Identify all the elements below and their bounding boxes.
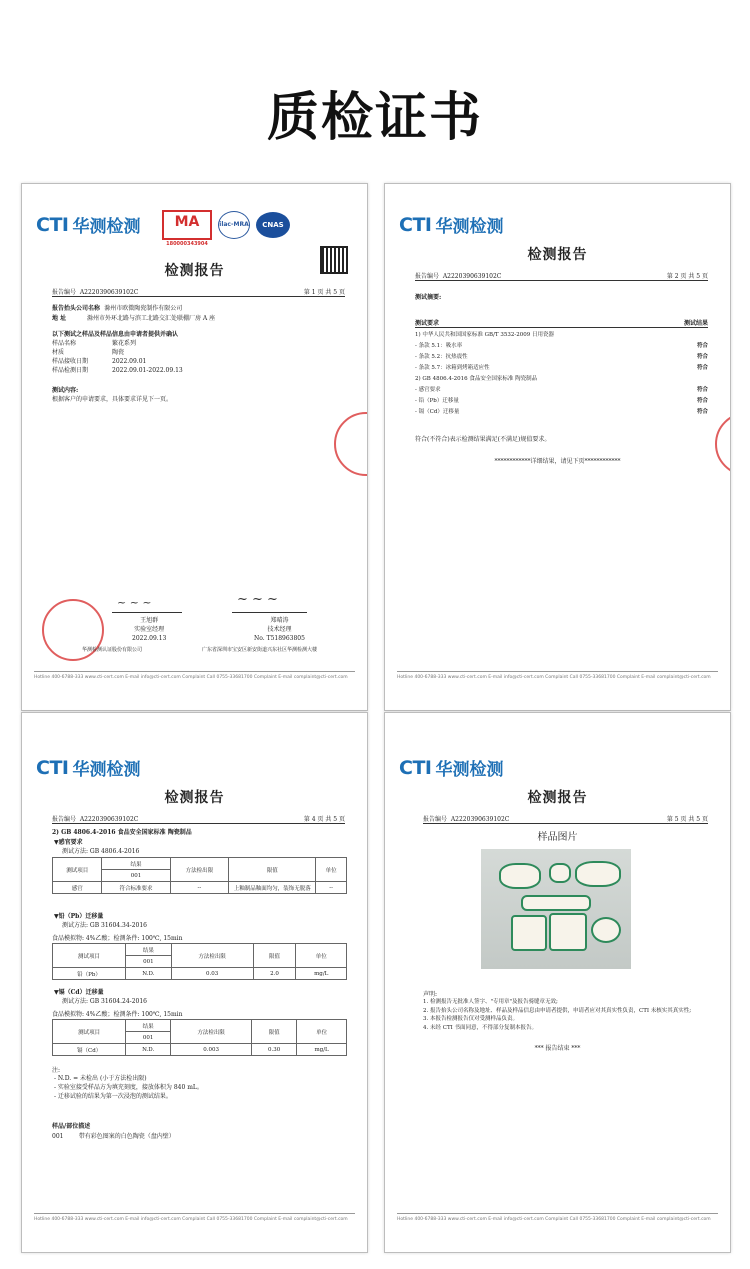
signer-2-title: 技术经理: [267, 626, 292, 633]
test-content-label: 测试内容:: [52, 387, 79, 394]
dish-icon: [591, 917, 621, 943]
report-page-5: [384, 712, 731, 1253]
table-cell: 符合标准要求: [102, 882, 170, 894]
table-header: 001: [102, 870, 170, 882]
table-header: 单位: [296, 944, 347, 968]
summary-req: 1) 中华人民共和国国家标准 GB/T 3532-2009 日用瓷器: [415, 332, 554, 338]
divider: [415, 327, 708, 328]
cti-logo: [36, 212, 140, 237]
sample-desc-label: 样品/部位描述: [52, 1123, 91, 1130]
cti-logo-cn: 华测检测: [72, 760, 141, 780]
method-text: 测试方法: GB 4806.4-2016: [62, 848, 140, 855]
method-text: 测试方法: GB 31604.34-2016: [62, 922, 147, 929]
cma-text: MA: [174, 214, 200, 230]
table-header: 限值: [253, 944, 296, 968]
cma-code: 180000343904: [166, 241, 208, 247]
table-cell: mg/L: [297, 1044, 347, 1056]
report-title: 检测报告: [527, 790, 588, 806]
cti-logo-cn: 华测检测: [435, 760, 504, 780]
sample-photo: [481, 849, 631, 969]
sample-desc-id: 001: [52, 1133, 64, 1140]
signature-2: ~ ~ ~: [237, 592, 278, 607]
report-page-2: [384, 183, 731, 711]
tray-icon: [521, 895, 591, 911]
field-label: 材质: [52, 349, 65, 356]
result-head: 测试结果: [683, 320, 708, 327]
test-content-text: 根据客户的申请要求，具体要求详见下一页。: [52, 396, 173, 403]
table-sensory: [52, 857, 347, 894]
cti-logo: [399, 212, 503, 237]
divider: [415, 280, 708, 281]
cti-logo-text: CTI: [399, 213, 432, 236]
section-cadmium: ▼镉（Cd）迁移量: [54, 989, 104, 996]
signer-1-name: 王旭群: [140, 617, 159, 624]
signer-1-title: 实验室经理: [134, 626, 165, 633]
method-text: 测试方法: GB 31604.24-2016: [62, 998, 147, 1005]
report-number-label: 报告编号: [52, 289, 77, 296]
summary-req: - 条款 5.2：抗热震性: [415, 354, 468, 360]
square-plate-icon: [549, 913, 587, 951]
field-value: 2022.09.01: [112, 358, 147, 365]
signature-line: [232, 612, 307, 613]
note-item: - 迁移试验的结果为第一次浸泡的测试结果。: [54, 1093, 172, 1100]
summary-row: [415, 363, 708, 374]
table-header: 测试项目: [53, 858, 102, 882]
summary-row: [415, 396, 708, 407]
table-lead: [52, 943, 347, 980]
cti-logo-text: CTI: [399, 756, 432, 779]
company-address: 广东省深圳市宝安区新安街道兴东社区华测检测大楼: [202, 647, 318, 653]
summary-req: - 铅（Pb）迁移量: [415, 398, 459, 404]
bowl-icon: [499, 863, 541, 889]
declaration-label: 声明:: [423, 991, 438, 998]
table-row: [53, 882, 347, 894]
signature-line: [112, 612, 182, 613]
address-value: 滁州市外环北路与滨工北路交汇处联棚厂房 A 座: [86, 315, 216, 322]
seam-stamp-icon: [715, 412, 731, 476]
table-cell: N.D.: [126, 968, 172, 980]
report-number: A2220390639102C: [442, 273, 502, 280]
table-row: [53, 1044, 347, 1056]
section-lead: ▼铅（Pb）迁移量: [54, 913, 104, 920]
seam-stamp-icon: [334, 412, 368, 476]
page-footer: Hotline 400-6788-333 www.cti-cert.com E-mail info@cti-cert.com Complaint Call 0755-33681700 Complaint E-mail complaint@cti-cert.com: [34, 671, 355, 680]
summary-req: 2) GB 4806.4-2016 食品安全国家标准 陶瓷制品: [415, 376, 538, 382]
section-sensory: ▼感官要求: [54, 839, 83, 846]
cti-logo-cn: 华测检测: [435, 217, 504, 237]
field-value: 陶瓷: [112, 349, 125, 356]
summary-list: [415, 330, 708, 418]
declaration-item: 3. 本报告检测报告仅对受测样品负责。: [423, 1016, 518, 1022]
page-footer: Hotline 400-6788-333 www.cti-cert.com E-mail info@cti-cert.com Complaint Call 0755-33681700 Complaint E-mail complaint@cti-cert.com: [397, 671, 718, 680]
ilac-mra-logo: ilac-MRA: [218, 211, 250, 239]
summary-result: 符合: [696, 398, 708, 404]
field-label: 样品检测日期: [52, 367, 89, 374]
table-header: 单位: [297, 1020, 347, 1044]
standard-heading: 2) GB 4806.4-2016 食品安全国家标准 陶瓷制品: [52, 829, 192, 836]
page-number: 第 2 页 共 5 页: [666, 273, 708, 280]
summary-result: 符合: [696, 343, 708, 349]
photo-title: 样品图片: [537, 832, 578, 843]
report-number-label: 报告编号: [415, 273, 440, 280]
sample-desc: 带有彩色图案的白色陶瓷（盘内壁）: [78, 1133, 175, 1140]
cti-logo: [399, 755, 503, 780]
signer-2-name: 郑晴涛: [270, 617, 289, 624]
page-number: 第 4 页 共 5 页: [303, 816, 345, 823]
report-page-1: [21, 183, 368, 711]
see-next-page: ************详细结果，请见下页************: [494, 458, 621, 465]
summary-req: - 感官要求: [415, 387, 441, 393]
table-cell: mg/L: [296, 968, 347, 980]
cma-logo: [162, 210, 212, 247]
field-value: 繁花系列: [112, 340, 137, 347]
conformity-note: 符合(不符合)表示检测结果满足(不满足)规值要求。: [415, 436, 551, 443]
sample-field: [52, 339, 183, 348]
report-page-4: [21, 712, 368, 1253]
signer-2-code: No. T518963805: [254, 635, 305, 642]
table-cadmium: [52, 1019, 347, 1056]
table-cell: 0.03: [171, 968, 253, 980]
cti-logo-text: CTI: [36, 756, 69, 779]
summary-row: [415, 385, 708, 396]
company-name: 华测检测认证股份有限公司: [82, 647, 143, 653]
table-cell: 上釉制品釉面均匀，装饰无脱落: [229, 882, 316, 894]
page-footer: Hotline 400-6788-333 www.cti-cert.com E-mail info@cti-cert.com Complaint Call 0755-33681700 Complaint E-mail complaint@cti-cert.com: [397, 1213, 718, 1222]
report-number: A2220390639102C: [79, 816, 139, 823]
summary-row: [415, 407, 708, 418]
field-label: 样品接收日期: [52, 358, 89, 365]
summary-row: [415, 330, 708, 341]
report-number-label: 报告编号: [52, 816, 77, 823]
table-header: 限值: [252, 1020, 297, 1044]
cti-logo: [36, 755, 140, 780]
table-row: [53, 968, 347, 980]
client-label: 报告抬头公司名称: [52, 305, 101, 312]
report-number: A2220390639102C: [450, 816, 510, 823]
note-item: - 实验室接受样品方为填充刻度，接放体积为 840 mL。: [54, 1084, 203, 1091]
report-end: *** 报告结束 ***: [534, 1045, 581, 1052]
summary-row: [415, 374, 708, 385]
cti-logo-cn: 华测检测: [72, 217, 141, 237]
summary-result: 符合: [696, 387, 708, 393]
report-title: 检测报告: [527, 247, 588, 263]
table-cell: 0.003: [171, 1044, 252, 1056]
sample-field: [52, 366, 183, 375]
page-heading: 质检证书: [266, 88, 483, 148]
field-label: 样品名称: [52, 340, 77, 347]
notes-label: 注:: [52, 1067, 61, 1074]
table-header: 测试项目: [53, 1020, 126, 1044]
summary-req: - 条款 5.1：吸水率: [415, 343, 463, 349]
table-header: 结果: [102, 858, 170, 870]
table-cell: --: [316, 882, 347, 894]
signer-1-date: 2022.09.13: [132, 635, 167, 642]
table-header: 001: [126, 1032, 171, 1044]
cup-icon: [549, 863, 571, 883]
summary-result: 符合: [696, 409, 708, 415]
table-header: 方法检出限: [171, 944, 253, 968]
divider: [52, 296, 345, 297]
table-header: 结果: [126, 1020, 171, 1032]
report-title: 检测报告: [164, 790, 225, 806]
oval-bowl-icon: [575, 861, 621, 887]
declaration-item: 1. 检测报告无批准人签字、"专用章"及报告骑缝章无效;: [423, 999, 558, 1005]
table-cell: 感官: [53, 882, 102, 894]
table-cell: 镉（Cd）: [53, 1044, 126, 1056]
note-item: - N.D. = 未检出 (小于方法检出限): [54, 1075, 147, 1082]
summary-result: 符合: [696, 354, 708, 360]
report-number: A2220390639102C: [79, 289, 139, 296]
summary-req: - 镉（Cd）迁移量: [415, 409, 460, 415]
table-cell: --: [170, 882, 229, 894]
divider: [52, 823, 345, 824]
declaration-item: 2. 报告抬头公司名称及地址、样品及样品信息由申请者提供，申请者应对其真实性负责，CTI 未核实其真实性;: [423, 1007, 692, 1014]
condition-text: 食品模拟物: 4%乙酸；检测条件: 100℃, 15min: [52, 935, 183, 942]
divider: [423, 823, 708, 824]
summary-label: 测试摘要:: [415, 294, 442, 301]
req-head: 测试要求: [415, 320, 440, 327]
summary-result: 符合: [696, 365, 708, 371]
table-header: 方法检出限: [171, 1020, 252, 1044]
field-value: 2022.09.01-2022.09.13: [112, 367, 183, 374]
declaration-item: 4. 未经 CTI 书面同意，不得部分复制本报告。: [423, 1024, 538, 1031]
page-number: 第 1 页 共 5 页: [303, 289, 345, 296]
declaration-list: [423, 998, 708, 1032]
report-title: 检测报告: [164, 263, 225, 279]
sample-field: [52, 357, 183, 366]
page-footer: Hotline 400-6788-333 www.cti-cert.com E-mail info@cti-cert.com Complaint Call 0755-33681700 Complaint E-mail complaint@cti-cert.com: [34, 1213, 355, 1222]
table-header: 001: [126, 956, 172, 968]
summary-row: [415, 341, 708, 352]
sample-intro: 以下测试之样品及样品信息由申请者提供并确认: [52, 331, 179, 338]
table-header: 单位: [316, 858, 347, 882]
table-header: 测试项目: [53, 944, 126, 968]
report-number-label: 报告编号: [423, 816, 448, 823]
page-number: 第 5 页 共 5 页: [666, 816, 708, 823]
table-cell: 铅（Pb）: [53, 968, 126, 980]
cti-logo-text: CTI: [36, 213, 69, 236]
table-header: 限值: [229, 858, 316, 882]
condition-text: 食品模拟物: 4%乙酸；检测条件: 100℃, 15min: [52, 1011, 183, 1018]
square-plate-icon: [511, 915, 547, 951]
sample-field: [52, 348, 183, 357]
summary-req: - 条款 5.7：冰箱到烤箱适应性: [415, 365, 490, 371]
signature-1: ~ ~ ~: [117, 596, 152, 609]
cert-marks: [162, 210, 290, 247]
cnas-logo: CNAS: [256, 212, 290, 238]
table-header: 方法检出限: [170, 858, 229, 882]
table-header: 结果: [126, 944, 172, 956]
table-cell: N.D.: [126, 1044, 171, 1056]
table-cell: 2.0: [253, 968, 296, 980]
address-label: 地 址: [52, 315, 67, 322]
client-name: 滁州市欧微陶瓷制作有限公司: [104, 305, 183, 312]
table-cell: 0.30: [252, 1044, 297, 1056]
summary-row: [415, 352, 708, 363]
